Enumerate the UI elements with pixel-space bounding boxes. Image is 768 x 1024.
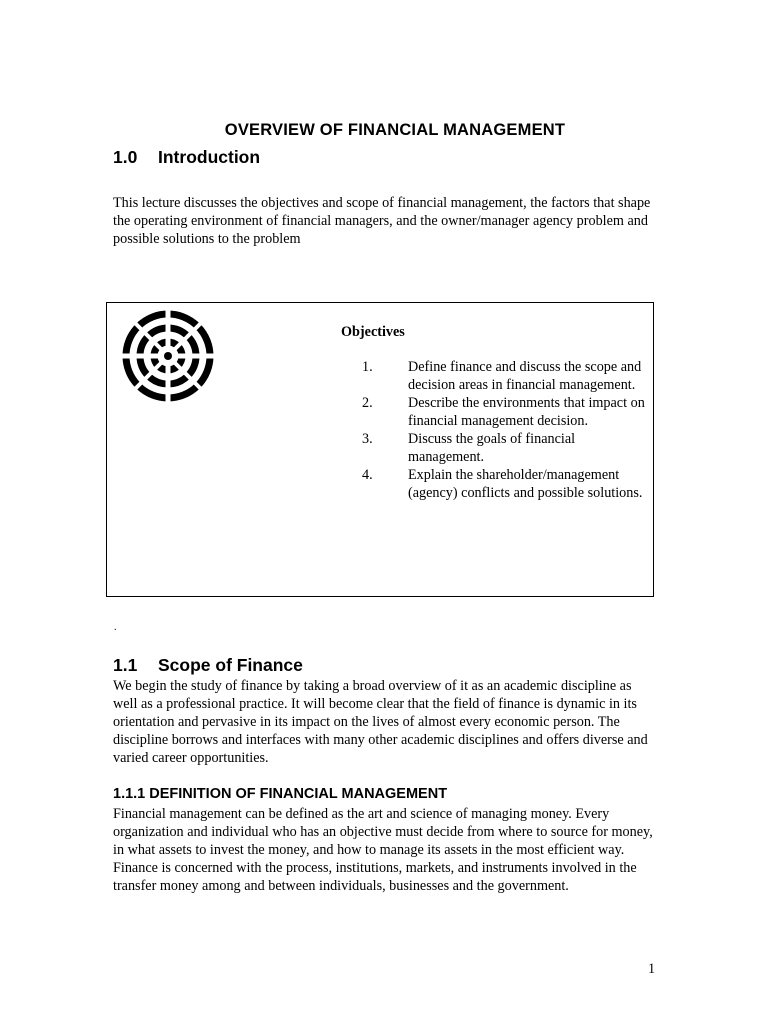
objective-item <box>362 430 652 466</box>
target-icon <box>121 309 215 403</box>
scope-section-number: 1.1 <box>113 655 138 675</box>
intro-heading <box>113 147 260 168</box>
objective-number: 2. <box>362 395 373 411</box>
definition-paragraph: Financial management can be defined as the art and science of managing money. Every organization and individual who has an objective must decide from where to source for money, in what assets to invest the money, and how to manage its assets in the most efficient way. Finance is concerned with the process, institutions, markets, and instruments involved in the transfer money among and between individuals, businesses and the government. <box>113 806 653 894</box>
page-number: 1 <box>648 961 656 977</box>
intro-paragraph: This lecture discusses the objectives and scope of financial management, the factors that shape the operating environment of financial managers, and the owner/manager agency problem and possible solutions to the problem <box>113 195 651 247</box>
objective-item <box>362 466 652 502</box>
intro-section-title: Introduction <box>158 147 261 167</box>
objective-number: 4. <box>362 467 373 483</box>
objectives-list <box>362 358 652 502</box>
objective-text: Discuss the goals of financial management. <box>408 431 576 465</box>
definition-heading: 1.1.1 DEFINITION OF FINANCIAL MANAGEMENT <box>113 786 448 802</box>
scope-heading <box>113 655 303 676</box>
objective-text: Define finance and discuss the scope and decision areas in financial management. <box>408 359 642 393</box>
document-title: OVERVIEW OF FINANCIAL MANAGEMENT <box>224 121 566 139</box>
intro-section-number: 1.0 <box>113 147 138 167</box>
objective-item <box>362 358 652 394</box>
objective-text: Describe the environments that impact on financial management decision. <box>408 395 645 429</box>
objective-number: 3. <box>362 431 373 447</box>
objectives-box <box>106 302 654 597</box>
objective-number: 1. <box>362 359 373 375</box>
objective-text: Explain the shareholder/management (agency) conflicts and possible solutions. <box>408 467 643 501</box>
scope-section-title: Scope of Finance <box>158 655 303 675</box>
objective-item <box>362 394 652 430</box>
scope-paragraph: We begin the study of finance by taking a broad overview of it as an academic discipline as well as a professional practice. It will become clear that the field of finance is dynamic in its orientation and pervasive in its impact on the lives of almost every economic person. The discipline borrows and interfaces with many other academic disciplines and offers diverse and varied career opportunities. <box>113 678 648 766</box>
stray-mark: . <box>114 622 117 633</box>
objectives-heading: Objectives <box>341 324 405 340</box>
